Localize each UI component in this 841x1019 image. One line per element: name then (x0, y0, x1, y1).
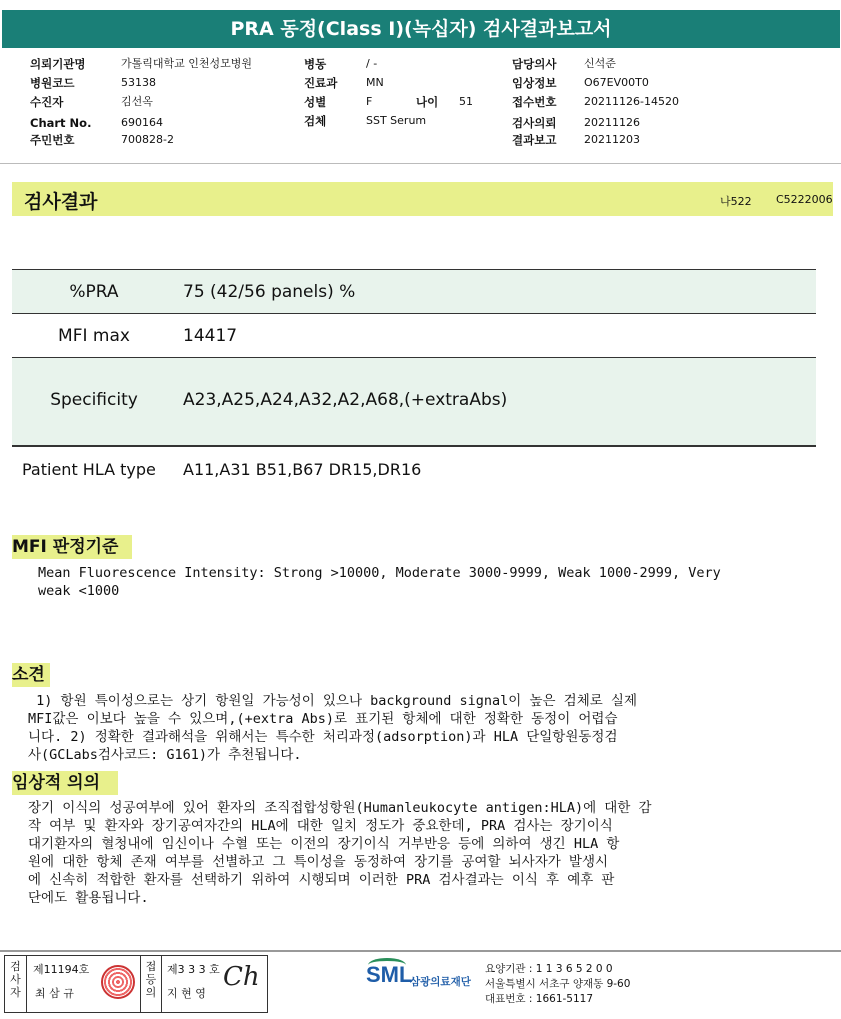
result-value: A23,A25,A24,A32,A2,A68,(+extraAbs) (183, 390, 508, 410)
value-receipt-no: 20211126-14520 (584, 95, 679, 108)
label-clinical-info: 임상정보 (512, 76, 557, 90)
value-patient: 김선옥 (121, 95, 153, 108)
result-code-2: C5222006 (776, 193, 833, 206)
approver-no: 제3 3 3 호 (167, 963, 220, 976)
label-report-date: 결과보고 (512, 133, 557, 147)
table-bottom-border (12, 445, 816, 447)
report-title: PRA 동정(Class I)(녹십자) 검사결과보고서 (2, 10, 840, 48)
opinion-text: 1) 항원 특이성으로는 상기 항원일 가능성이 있으나 background signal이 높은 검체로 실제 MFI값은 이보다 높을 수 있으며,(+extra Abs)로 표기된 항체에 대한 정확한 동정이 어렵습 니다. 2) 정확한 결과해석을 위해서는 특수한 처리과정(adsorption)과 HLA 단일항원동정검 사(GCLabs검사코드: G161)가 추천됩니다. (28, 693, 637, 763)
value-resident-no: 700828-2 (121, 133, 174, 146)
sml-logo (366, 962, 471, 988)
patient-hla-label: Patient HLA type (22, 460, 156, 479)
result-table (12, 269, 816, 447)
table-row (12, 269, 816, 313)
value-requester: 가톨릭대학교 인천성모병원 (121, 57, 253, 70)
result-key: %PRA (69, 282, 119, 302)
institution-phone: 대표번호 : 1661-5117 (485, 993, 594, 1005)
label-age: 나이 (416, 95, 439, 109)
institution-street: 서울특별시 서초구 양재동 9-60 (485, 978, 631, 990)
opinion-title: 소견 (12, 663, 50, 687)
result-code-1: 나522 (720, 195, 752, 208)
value-request-date: 20211126 (584, 116, 640, 129)
result-header (12, 182, 833, 216)
logo-arc-icon (368, 958, 406, 972)
label-department: 진료과 (304, 76, 338, 90)
approver-name: 지 현 영 (167, 987, 206, 1000)
result-value: 75 (42/56 panels) % (183, 282, 356, 302)
info-divider (0, 163, 841, 164)
result-key: Specificity (50, 390, 138, 410)
signature-icon: Ch (223, 962, 260, 992)
inspector-no: 제11194호 (33, 963, 90, 976)
institution-address (485, 962, 630, 1007)
patient-info (0, 55, 841, 150)
label-resident-no: 주민번호 (30, 133, 75, 147)
value-report-date: 20211203 (584, 133, 640, 146)
label-chart-no: Chart No. (30, 116, 92, 130)
label-patient: 수진자 (30, 95, 64, 109)
label-sex: 성별 (304, 95, 327, 109)
label-specimen: 검체 (304, 114, 327, 128)
label-receipt-no: 접수번호 (512, 95, 557, 109)
patient-hla-value: A11,A31 B51,B67 DR15,DR16 (183, 460, 422, 479)
label-ward: 병동 (304, 57, 327, 71)
value-specimen: SST Serum (366, 114, 427, 127)
value-chart-no: 690164 (121, 116, 163, 129)
table-row (12, 357, 816, 445)
value-department: MN (366, 76, 384, 89)
value-sex: F (366, 95, 373, 108)
institution-code: 요양기관 : 1 1 3 6 5 2 0 0 (485, 963, 613, 975)
inspector-name: 최 삼 규 (35, 987, 74, 1000)
clinical-title: 임상적 의의 (12, 771, 118, 795)
value-hospital-code: 53138 (121, 76, 156, 89)
seal-stamp (101, 965, 135, 999)
clinical-text: 장기 이식의 성공여부에 있어 환자의 조직접합성항원(Humanleukocyte antigen:HLA)에 대한 감 작 여부 및 환자와 장기공여자간의 HLA에 대한 일치 정도가 중요한데, PRA 검사는 장기이식 대기환자의 혈청내에 임신이나 수혈 또는 이전의 장기이식 거부반응 등에 의하여 생긴 HLA 항 원에 대한 항체 존재 여부를 선별하고 그 특이성을 동정하여 장기를 공여할 뇌사자가 발생시 에 신속히 적합한 환자를 선택하기 위하여 시행되며 이러한 PRA 검사결과는 이식 후 예후 판 단에도 활용됩니다. (28, 800, 652, 906)
value-age: 51 (459, 95, 473, 108)
approver-label: 접등의 (140, 956, 162, 1012)
table-row (12, 313, 816, 357)
label-requester: 의뢰기관명 (30, 57, 86, 71)
value-ward: / - (366, 57, 378, 70)
label-request-date: 검사의뢰 (512, 116, 557, 130)
inspector-label: 검사자 (5, 956, 27, 1012)
logo-text: SML (366, 962, 413, 987)
result-value: 14417 (183, 326, 238, 346)
label-hospital-code: 병원코드 (30, 76, 75, 90)
value-clinical-info: O67EV00T0 (584, 76, 649, 89)
mfi-criteria-title: MFI 판정기준 (12, 535, 132, 559)
value-doctor: 신석준 (584, 57, 616, 70)
result-title: 검사결과 (24, 191, 98, 213)
footer-divider (0, 950, 841, 952)
result-key: MFI max (58, 326, 130, 346)
logo-corp-name: 삼광의료재단 (410, 976, 471, 988)
signature-box (4, 955, 268, 1013)
label-doctor: 담당의사 (512, 57, 557, 71)
mfi-criteria-text: Mean Fluorescence Intensity: Strong >10000, Moderate 3000-9999, Weak 1000-2999, Very weak <1000 (38, 565, 721, 599)
